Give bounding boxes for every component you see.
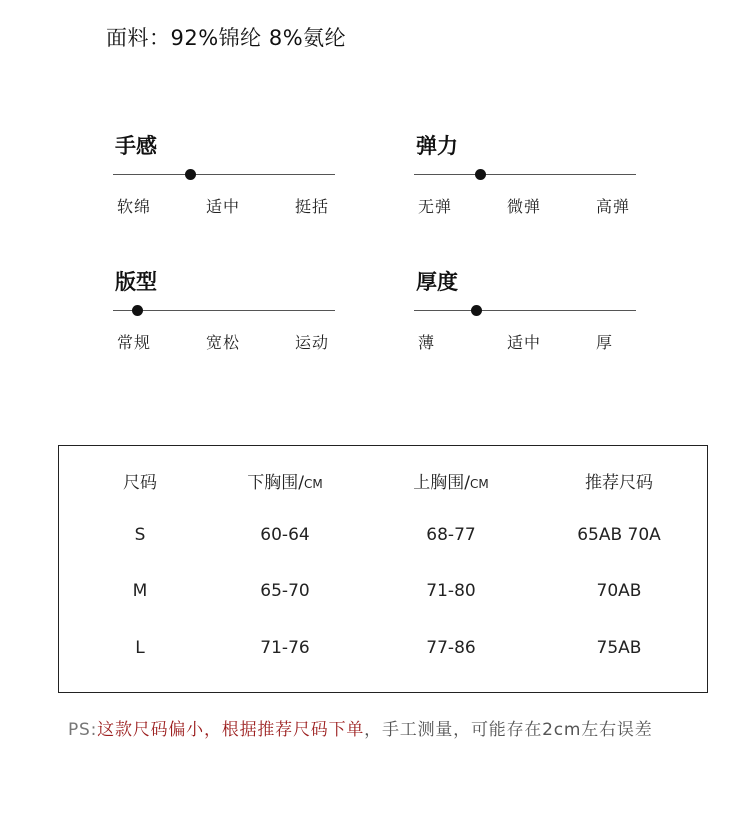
table-cell: M [132,581,148,601]
rating-marker [132,305,143,316]
table-cell: 68-77 [426,525,476,545]
rating-label: 高弹 [596,197,631,216]
rating-label: 无弹 [418,197,453,216]
table-cell: L [135,638,145,658]
rating-label: 薄 [418,333,436,352]
rating-marker [185,169,196,180]
table-cell: 71-80 [426,581,476,601]
rating-label: 适中 [507,333,542,352]
table-cell: 71-76 [260,638,310,658]
rating-label: 软绵 [117,197,152,216]
note-warning: 这款尺码偏小，根据推荐尺码下单 [97,720,365,740]
rating-marker [471,305,482,316]
table-cell: 60-64 [260,525,310,545]
note-measurement: ，手工测量，可能存在2cm左右误差 [364,720,653,740]
rating-label: 微弹 [507,197,542,216]
table-cell: S [134,525,146,545]
rating-label: 厚 [596,333,614,352]
table-cell: 77-86 [426,638,476,658]
table-cell: 70AB [596,581,642,601]
rating-thickness [414,266,636,366]
rating-track [113,174,335,175]
table-header: 推荐尺码 [585,473,653,493]
rating-marker [475,169,486,180]
rating-fit [113,266,335,366]
note-prefix: PS: [68,720,98,740]
rating-title: 厚度 [416,270,458,294]
rating-title: 手感 [115,134,157,158]
rating-track [113,310,335,311]
table-header: 下胸围/CM [247,473,323,493]
table-cell: 75AB [596,638,642,658]
table-header: 上胸围/CM [413,473,489,493]
rating-label: 宽松 [206,333,241,352]
rating-hand-feel [113,130,335,230]
size-note [68,715,653,740]
rating-title: 弹力 [416,134,458,158]
table-cell: 65-70 [260,581,310,601]
rating-label: 挺括 [295,197,330,216]
rating-track [414,174,636,175]
rating-elasticity [414,130,636,230]
rating-track [414,310,636,311]
rating-label: 运动 [295,333,330,352]
table-cell: 65AB 70A [577,525,661,545]
size-chart-table [58,445,708,693]
rating-title: 版型 [115,270,157,294]
table-header: 尺码 [123,473,157,493]
rating-label: 常规 [117,333,152,352]
rating-label: 适中 [206,197,241,216]
fabric-composition: 面料：92%锦纶 8%氨纶 [106,26,347,50]
